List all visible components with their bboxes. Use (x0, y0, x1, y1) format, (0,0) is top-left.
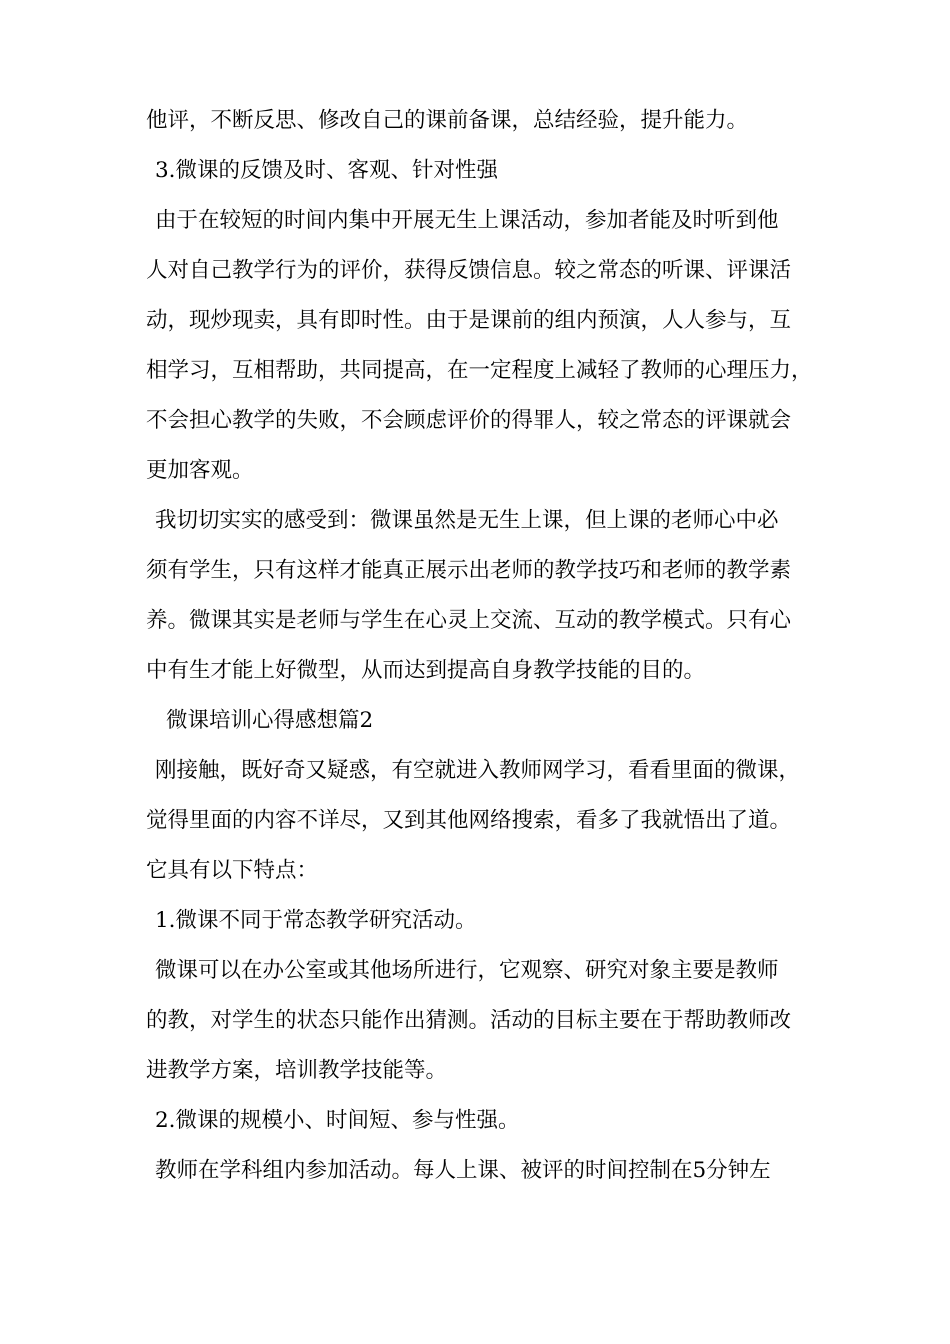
paragraph-line: 动，现炒现卖，具有即时性。由于是课前的组内预演，人人参与，互 (146, 308, 792, 333)
paragraph-line: 它具有以下特点： (146, 858, 319, 883)
paragraph-line: 相学习，互相帮助，共同提高，在一定程度上减轻了教师的心理压力， (146, 358, 813, 383)
paragraph-line: 我切切实实的感受到：微课虽然是无生上课，但上课的老师心中必 (155, 508, 779, 533)
paragraph-line: 觉得里面的内容不详尽，又到其他网络搜索，看多了我就悟出了道。 (146, 808, 792, 833)
paragraph-line: 由于在较短的时间内集中开展无生上课活动，参加者能及时听到他 (155, 208, 779, 233)
paragraph-line: 更加客观。 (146, 458, 254, 483)
paragraph-line: 教师在学科组内参加活动。每人上课、被评的时间控制在5分钟左 (155, 1158, 771, 1183)
paragraph-line: 不会担心教学的失败，不会顾虑评价的得罪人，较之常态的评课就会 (146, 408, 792, 433)
paragraph-line: 养。微课其实是老师与学生在心灵上交流、互动的教学模式。只有心 (146, 608, 792, 633)
paragraph-line: 微课可以在办公室或其他场所进行，它观察、研究对象主要是教师 (155, 958, 779, 983)
section-heading: 1.微课不同于常态教学研究活动。 (155, 908, 477, 933)
section-heading: 3.微课的反馈及时、客观、针对性强 (155, 158, 499, 183)
paragraph-line: 的教，对学生的状态只能作出猜测。活动的目标主要在于帮助教师改 (146, 1008, 792, 1033)
paragraph-line: 刚接触，既好奇又疑惑，有空就进入教师网学习，看看里面的微课， (155, 758, 801, 783)
section-title: 微课培训心得感想篇2 (166, 708, 374, 733)
paragraph-line: 中有生才能上好微型，从而达到提高自身教学技能的目的。 (146, 658, 706, 683)
paragraph-line: 他评，不断反思、修改自己的课前备课，总结经验，提升能力。 (146, 108, 749, 133)
section-heading: 2.微课的规模小、时间短、参与性强。 (155, 1108, 520, 1133)
paragraph-line: 人对自己教学行为的评价，获得反馈信息。较之常态的听课、评课活 (146, 258, 792, 283)
paragraph-line: 进教学方案，培训教学技能等。 (146, 1058, 448, 1083)
paragraph-line: 须有学生，只有这样才能真正展示出老师的教学技巧和老师的教学素 (146, 558, 792, 583)
